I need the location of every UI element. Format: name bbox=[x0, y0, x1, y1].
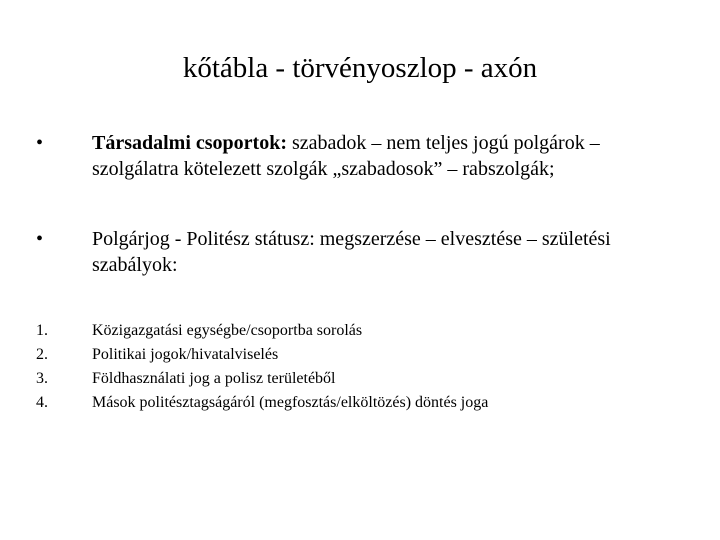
numbered-item-text: Mások politésztagságáról (megfosztás/elköltözés) döntés joga bbox=[92, 394, 489, 411]
numbered-item-text: Közigazgatási egységbe/csoportba sorolás bbox=[92, 322, 363, 339]
number-marker: 4. bbox=[36, 394, 48, 411]
bullet-marker: • bbox=[36, 132, 44, 154]
numbered-item bbox=[0, 320, 720, 344]
bullet-body: Polgárjog - Politész státusz: megszerzése – elvesztése – születési szabályok: bbox=[92, 228, 611, 276]
bullet-bold-lead: Társadalmi csoportok: bbox=[92, 132, 287, 154]
slide-title: kőtábla - törvényoszlop - axón bbox=[182, 52, 538, 84]
bullet-item-social-groups bbox=[0, 130, 720, 220]
bullet-text bbox=[92, 130, 652, 182]
bullet-text bbox=[92, 226, 652, 278]
number-marker: 1. bbox=[36, 322, 48, 339]
numbered-item bbox=[0, 368, 720, 392]
bullet-marker: • bbox=[36, 228, 44, 250]
numbered-item bbox=[0, 392, 720, 416]
number-marker: 2. bbox=[36, 346, 48, 363]
bullet-body: szabadok – nem teljes jogú polgárok – szolgálatra kötelezett szolgák „szabadosok” – rabszolgák; bbox=[92, 132, 600, 180]
numbered-item bbox=[0, 344, 720, 368]
numbered-list bbox=[0, 320, 720, 416]
bullet-list bbox=[0, 130, 720, 276]
number-marker: 3. bbox=[36, 370, 48, 387]
numbered-item-text: Földhasználati jog a polisz területéből bbox=[92, 370, 336, 387]
numbered-item-text: Politikai jogok/hivatalviselés bbox=[92, 346, 279, 363]
